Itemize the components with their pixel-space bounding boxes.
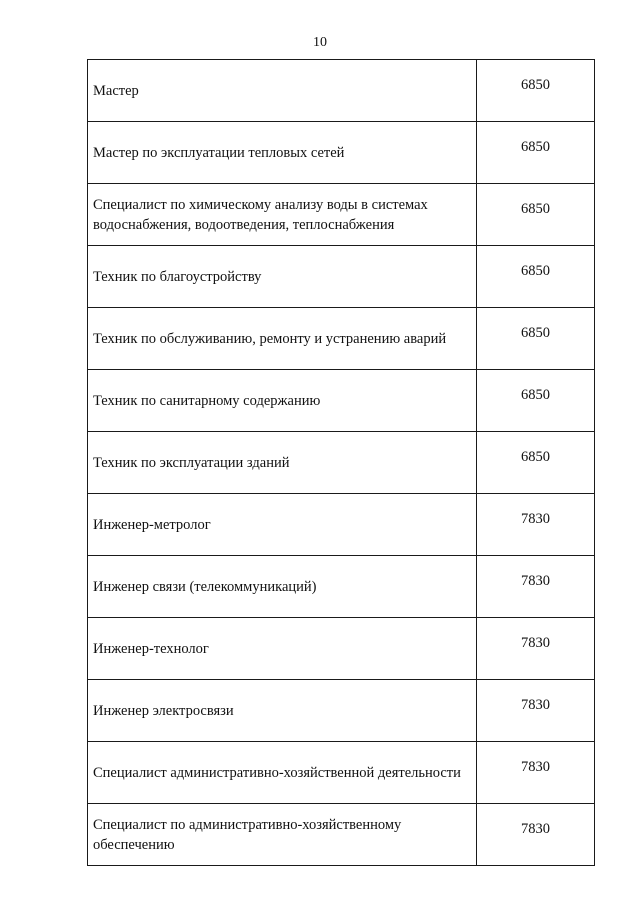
- position-name-cell: Техник по санитарному содержанию: [88, 370, 477, 432]
- position-value-cell: [477, 432, 595, 494]
- position-name-cell: Техник по благоустройству: [88, 246, 477, 308]
- table-row: [88, 308, 595, 370]
- position-name-cell: Инженер связи (телекоммуникаций): [88, 556, 477, 618]
- table-row: [88, 680, 595, 742]
- position-name-cell: Техник по обслуживанию, ремонту и устранению аварий: [88, 308, 477, 370]
- position-value-cell: [477, 680, 595, 742]
- position-name-cell: Инженер-технолог: [88, 618, 477, 680]
- table-row: [88, 246, 595, 308]
- position-value: 6850: [521, 448, 550, 465]
- position-value: 7830: [521, 634, 550, 651]
- position-name-cell: Специалист административно-хозяйственной деятельности: [88, 742, 477, 804]
- position-value-cell: [477, 308, 595, 370]
- position-value: 6850: [521, 76, 550, 93]
- position-name-cell: Специалист по химическому анализу воды в системах водоснабжения, водоотведения, теплоснабжения: [88, 184, 477, 246]
- position-value: 7830: [521, 758, 550, 775]
- position-value: 6850: [521, 200, 550, 217]
- position-value: 7830: [521, 572, 550, 589]
- positions-table: [87, 59, 595, 866]
- table-row: [88, 556, 595, 618]
- position-value-cell: [477, 246, 595, 308]
- position-value-cell: [477, 742, 595, 804]
- table-row: [88, 184, 595, 246]
- table-row: [88, 742, 595, 804]
- positions-table-body: [88, 60, 595, 866]
- position-name-cell: Инженер электросвязи: [88, 680, 477, 742]
- position-value-cell: [477, 556, 595, 618]
- table-row: [88, 432, 595, 494]
- position-name-cell: Инженер-метролог: [88, 494, 477, 556]
- position-name-cell: Мастер по эксплуатации тепловых сетей: [88, 122, 477, 184]
- position-value: 6850: [521, 138, 550, 155]
- table-row: [88, 804, 595, 866]
- position-value-cell: [477, 60, 595, 122]
- position-value: 6850: [521, 262, 550, 279]
- table-row: [88, 370, 595, 432]
- table-row: [88, 122, 595, 184]
- table-row: [88, 60, 595, 122]
- position-value-cell: [477, 184, 595, 246]
- position-value: 7830: [521, 510, 550, 527]
- page-number: 10: [313, 35, 327, 50]
- position-value-cell: [477, 618, 595, 680]
- position-value-cell: [477, 804, 595, 866]
- table-row: [88, 618, 595, 680]
- position-name-cell: Техник по эксплуатации зданий: [88, 432, 477, 494]
- position-value: 7830: [521, 696, 550, 713]
- position-value: 7830: [521, 820, 550, 837]
- position-name-cell: Мастер: [88, 60, 477, 122]
- position-value-cell: [477, 122, 595, 184]
- position-value: 6850: [521, 324, 550, 341]
- table-row: [88, 494, 595, 556]
- position-value-cell: [477, 494, 595, 556]
- position-value: 6850: [521, 386, 550, 403]
- position-name-cell: Специалист по административно-хозяйственному обеспечению: [88, 804, 477, 866]
- position-value-cell: [477, 370, 595, 432]
